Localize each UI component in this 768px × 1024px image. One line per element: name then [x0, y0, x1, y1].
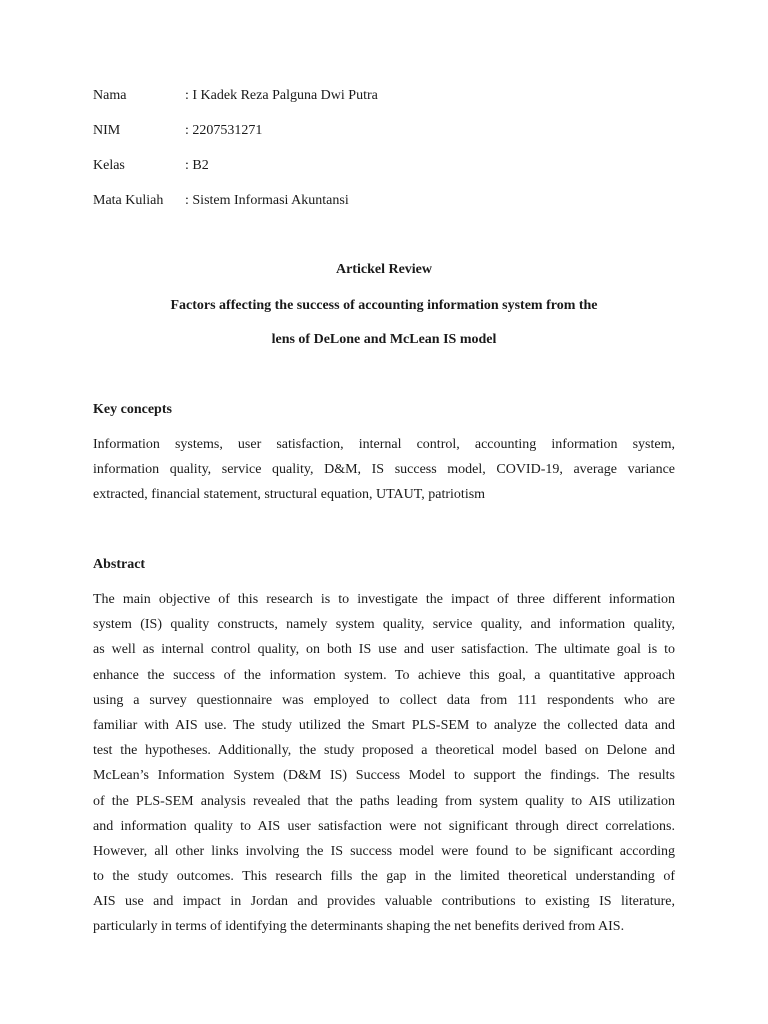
text-line: test the hypotheses. Additionally, the study proposed a theoretical model based on Delone and: [93, 743, 675, 759]
text-line: McLean’s Information System (D&M IS) Success Model to support the findings. The results: [93, 768, 675, 784]
document-page: [93, 0, 675, 1024]
key-concepts-paragraph: [93, 432, 675, 508]
text-line: information quality, service quality, D&M, IS success model, COVID-19, average variance: [93, 462, 675, 478]
abstract-paragraph: [93, 587, 675, 940]
field-nama: [93, 86, 675, 106]
field-value: : 2207531271: [185, 123, 263, 138]
field-label: Kelas: [93, 158, 125, 173]
article-title-line-2: lens of DeLone and McLean IS model: [271, 332, 497, 347]
text-line: using a survey questionnaire was employed to collect data from 111 respondents who are: [93, 692, 675, 708]
article-title-line-1: Factors affecting the success of accounting information system from the: [170, 298, 598, 313]
field-label: NIM: [93, 123, 121, 138]
field-value: : I Kadek Reza Palguna Dwi Putra: [185, 88, 378, 103]
field-kelas: [93, 156, 675, 176]
field-label: Nama: [93, 88, 127, 103]
field-value: : Sistem Informasi Akuntansi: [185, 193, 349, 208]
text-line: extracted, financial statement, structural equation, UTAUT, patriotism: [93, 487, 486, 503]
text-line: enhance the success of the information system. To achieve this goal, a quantitative approach: [93, 667, 675, 683]
abstract-heading: Abstract: [93, 557, 146, 572]
text-line: to the study outcomes. This research fills the gap in the limited theoretical understanding of: [93, 869, 675, 885]
text-line: of the PLS-SEM analysis revealed that the paths leading from system quality to AIS utilization: [93, 793, 675, 809]
text-line: AIS use and impact in Jordan and provides valuable contributions to existing IS literature,: [93, 894, 675, 910]
key-concepts-heading: Key concepts: [93, 402, 172, 417]
field-nim: [93, 121, 675, 141]
field-value: : B2: [185, 158, 209, 173]
text-line: Information systems, user satisfaction, internal control, accounting information system,: [93, 437, 675, 452]
field-label: Mata Kuliah: [93, 193, 164, 208]
field-mata-kuliah: [93, 191, 675, 211]
text-line: as well as internal control quality, on both IS use and user satisfaction. The ultimate goal is to: [93, 642, 675, 658]
text-line: However, all other links involving the IS success model were found to be significant according: [93, 843, 675, 859]
text-line: familiar with AIS use. The study utilized the Smart PLS-SEM to analyze the collected data and: [93, 717, 675, 733]
text-line: and information quality to AIS user satisfaction were not significant through direct correlations.: [93, 818, 675, 834]
text-line: particularly in terms of identifying the determinants shaping the net benefits derived from AIS.: [93, 919, 625, 935]
text-line: The main objective of this research is to investigate the impact of three different information: [93, 592, 675, 607]
review-kicker: Artickel Review: [335, 262, 433, 277]
text-line: system (IS) quality constructs, namely system quality, service quality, and information quality,: [93, 617, 675, 633]
